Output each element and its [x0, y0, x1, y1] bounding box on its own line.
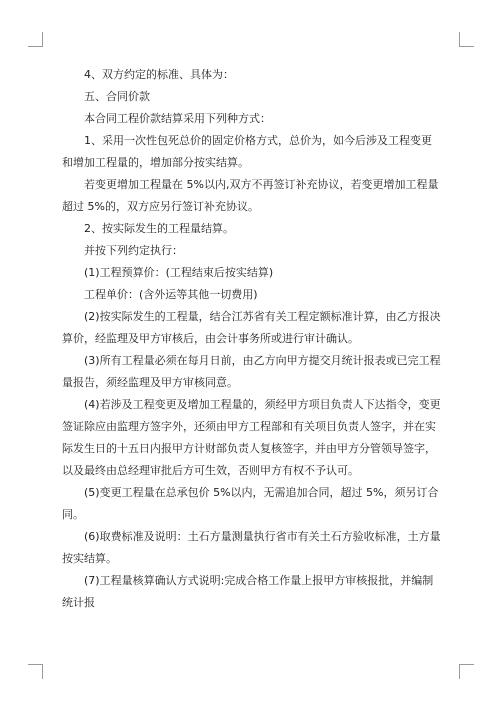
paragraph-unit-price: 工程单价：(含外运等其他一切费用): [84, 288, 258, 301]
paragraph-item-5: (5)变更工程量在总承包价 5%以内，无需追加合同，超过 5%，须另订合同。: [62, 486, 439, 521]
crop-mark-bottom-left: [28, 664, 43, 679]
paragraph-method-2: 2、按实际发生的工程量结算。: [84, 222, 234, 235]
paragraph-execute-terms: 并按下列约定执行：: [84, 244, 183, 257]
paragraph-variation-5pct: 若变更增加工程量在 5%以内,双方不再签订补充协议，若变更增加工程量超过 5%的，双方应另行签订补充协议。: [62, 178, 439, 213]
section-heading-contract-price: 五、合同价款: [84, 90, 150, 103]
crop-mark-bottom-right: [459, 664, 474, 679]
paragraph-item-4: (4)若涉及工程变更及增加工程量的，须经甲方项目负责人下达指令，变更签证除应由监理方签字外，还须由甲方工程部和有关项目负责人签字，并在实际发生日的十五日内报甲方计财部负责人复核签字，并由甲方分管领导签字，以及最终由总经理审批后方可生效，否则甲方有权不予认可。: [62, 398, 441, 477]
paragraph-item-6: (6)取费标准及说明：土石方量测量执行省市有关土石方验收标准，土方量按实结算。: [62, 530, 441, 565]
paragraph-settlement-method: 本合同工程价款结算采用下列种方式：: [84, 112, 271, 125]
paragraph-item-7: (7)工程量核算确认方式说明:完成合格工作量上报甲方审核报批，并编制统计报: [62, 574, 434, 609]
paragraph-item-3: (3)所有工程量必须在每月日前，由乙方向甲方提交月统计报表或已完工程量报告，须经监理及甲方审核同意。: [62, 354, 441, 389]
paragraph-item-2: (2)按实际发生的工程量，结合江苏省有关工程定额标准计算，由乙方报决算价，经监理及甲方审核后，由会计事务所或进行审计确认。: [62, 310, 441, 345]
document-body: [62, 64, 442, 614]
crop-mark-top-right: [459, 32, 474, 47]
paragraph-item-1: (1)工程预算价：(工程结束后按实结算): [84, 266, 274, 279]
paragraph-method-1: 1、采用一次性包死总价的固定价格方式，总价为，如今后涉及工程变更和增加工程量的，增加部分按实结算。: [62, 134, 432, 169]
crop-mark-top-left: [28, 32, 43, 47]
paragraph-standards: 4、双方约定的标准、具体为：: [84, 68, 234, 81]
